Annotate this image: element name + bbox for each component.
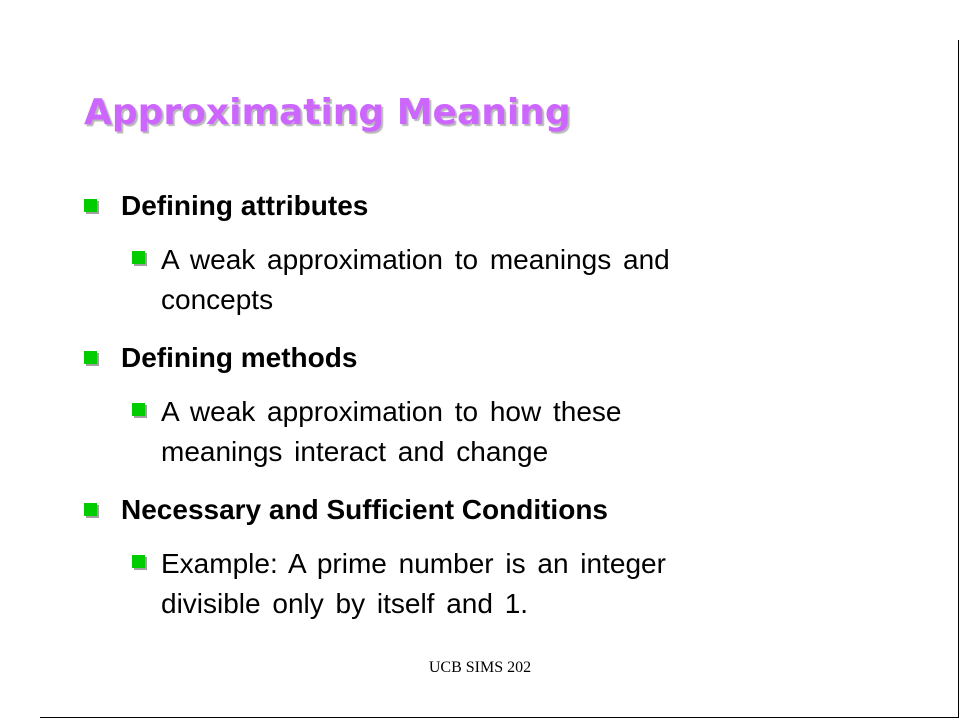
- square-bullet-icon: [132, 403, 145, 416]
- subbullet-line: concepts: [161, 284, 274, 315]
- square-bullet-icon: [132, 555, 145, 568]
- subbullet-line: A weak approximation to how these: [161, 396, 622, 427]
- slide-right-border: [958, 40, 959, 718]
- bullet-text: Necessary and Sufficient Conditions: [121, 494, 608, 525]
- bullet-defining-attributes: [84, 189, 368, 223]
- subbullet-line: A weak approximation to meanings and: [161, 244, 670, 275]
- subbullet-line: Example: A prime number is an integer: [161, 548, 666, 579]
- subbullet-prime-number-example: [132, 544, 666, 624]
- slide-title: Approximating Meaning: [84, 92, 571, 133]
- bullet-text: Defining attributes: [121, 190, 369, 221]
- square-bullet-icon: [132, 251, 145, 264]
- subbullet-line: meanings interact and change: [161, 436, 549, 467]
- square-bullet-icon: [84, 503, 97, 516]
- bullet-necessary-sufficient-conditions: [84, 493, 608, 527]
- bullet-defining-methods: [84, 341, 357, 375]
- square-bullet-icon: [84, 199, 97, 212]
- slide-footer: UCB SIMS 202: [428, 659, 532, 676]
- subbullet-line: divisible only by itself and 1.: [161, 588, 529, 619]
- subbullet-text: [161, 392, 621, 472]
- subbullet-text: [161, 544, 666, 624]
- square-bullet-icon: [84, 351, 97, 364]
- slide-bottom-border: [40, 717, 959, 718]
- subbullet-attributes-description: [132, 240, 670, 320]
- subbullet-methods-description: [132, 392, 621, 472]
- bullet-text: Defining methods: [121, 342, 358, 373]
- subbullet-text: [161, 240, 670, 320]
